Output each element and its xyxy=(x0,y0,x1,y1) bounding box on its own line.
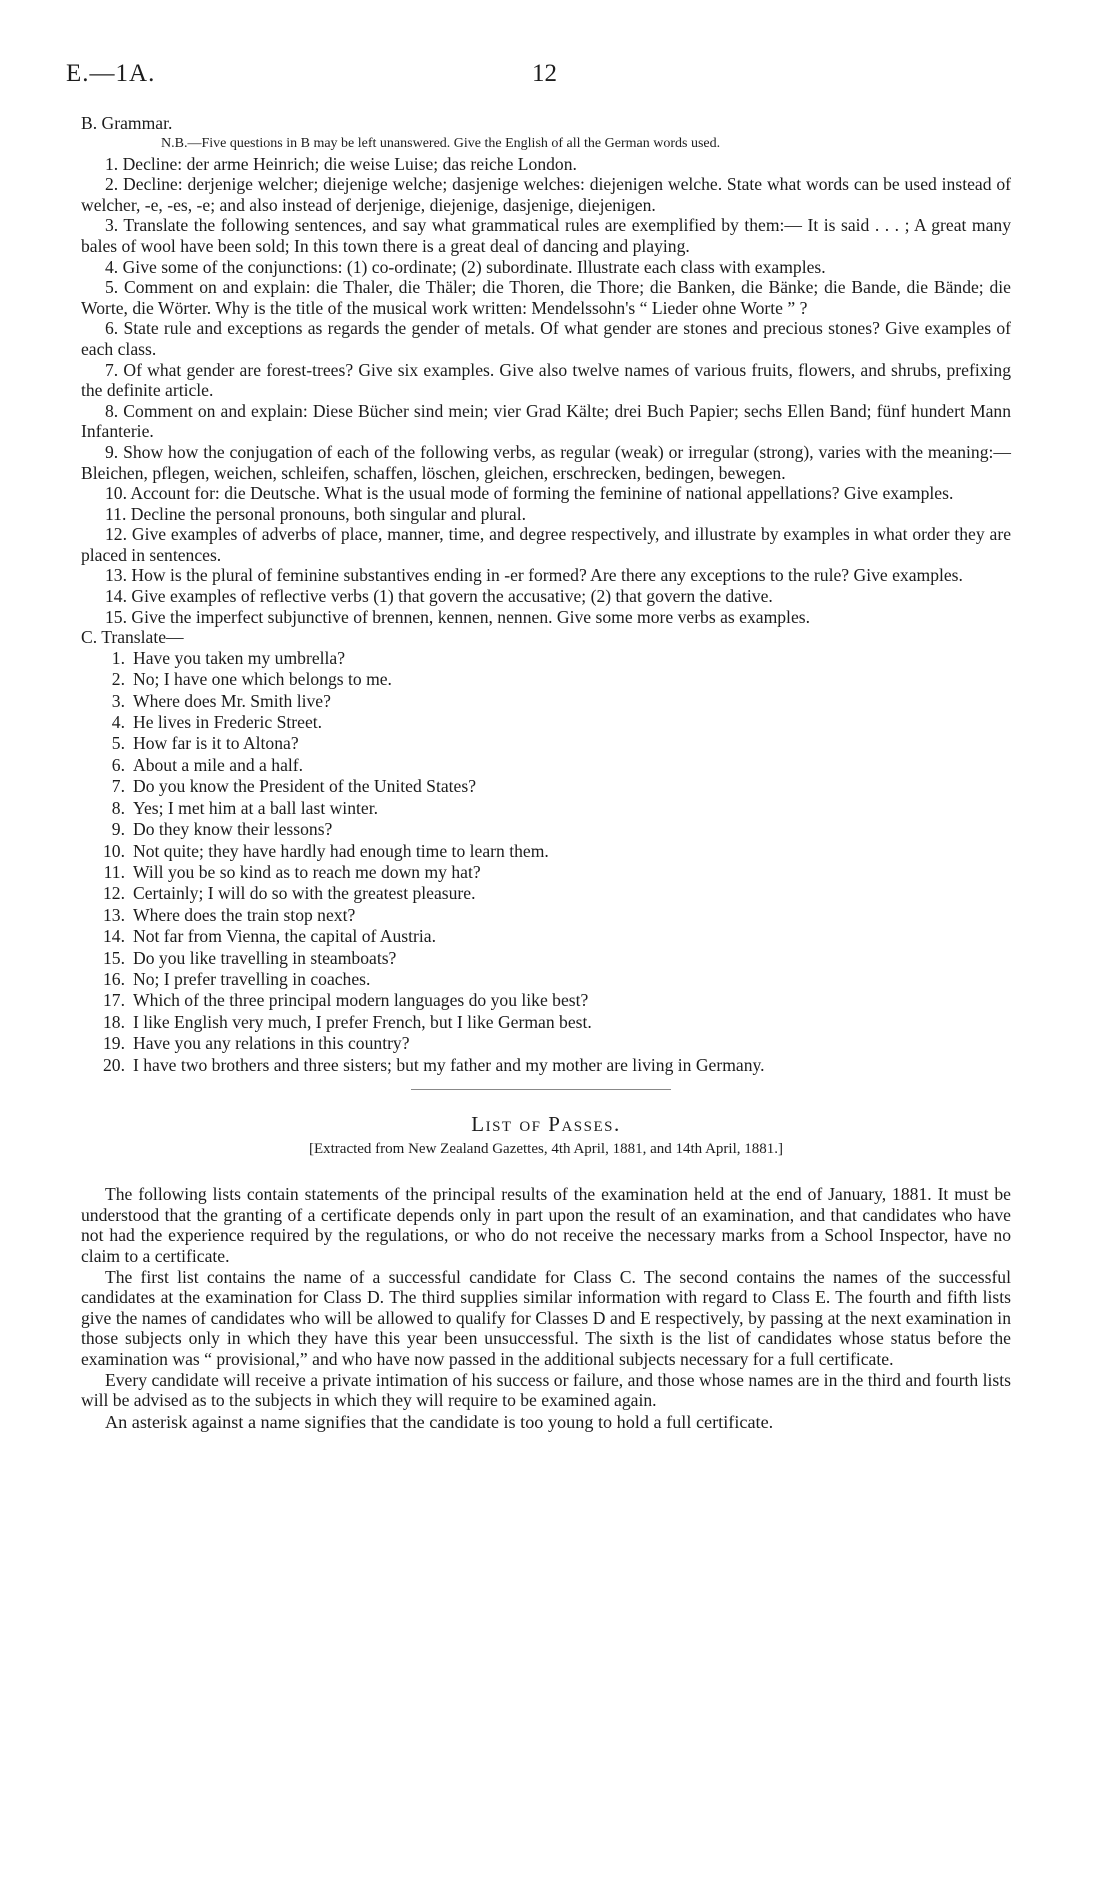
passes-paragraph: The following lists contain statements of the principal results of the examination held at the end of January, 1881. It must be understood that the granting of a certificate depends only in part upon the result of an examination, and that candidates who have not had the experience required by the regulations, or who do not receive the necessary marks from a School Inspector, have no claim to a certificate. xyxy=(81,1184,1011,1266)
item-text: Where does the train stop next? xyxy=(133,904,356,925)
grammar-question: 1. Decline: der arme Heinrich; die weise Luise; das reiche London. xyxy=(105,153,577,174)
list-item xyxy=(81,1033,1011,1054)
item-text: Do you know the President of the United States? xyxy=(133,776,477,797)
item-number: 6. xyxy=(111,754,125,775)
list-item xyxy=(81,990,1011,1011)
list-item xyxy=(81,969,1011,990)
list-item xyxy=(81,883,1011,904)
item-number: 1. xyxy=(111,647,125,668)
list-item xyxy=(81,776,1011,797)
section-divider xyxy=(411,1089,671,1090)
passes-paragraph: An asterisk against a name signifies that the candidate is too young to hold a full certificate. xyxy=(105,1411,774,1432)
item-number: 9. xyxy=(111,819,125,840)
item-text: No; I have one which belongs to me. xyxy=(133,669,392,690)
item-text: I like English very much, I prefer French, but I like German best. xyxy=(133,1011,592,1032)
grammar-question: 14. Give examples of reflective verbs (1) that govern the accusative; (2) that govern the dative. xyxy=(105,586,773,607)
grammar-question: 2. Decline: derjenige welcher; diejenige welche; dasjenige welches: diejenigen welche. State what words can be used instead of welcher, -e, -es, -e; and also instead of derjenige, diejenige, dasjenige, diejenigen. xyxy=(81,174,1011,215)
page-number: 12 xyxy=(532,60,557,87)
section-code: E.—1A. xyxy=(66,60,156,87)
item-number: 15. xyxy=(103,947,125,968)
item-number: 11. xyxy=(103,861,125,882)
grammar-question: 11. Decline the personal pronouns, both singular and plural. xyxy=(105,503,527,524)
grammar-question: 9. Show how the conjugation of each of the following verbs, as regular (weak) or irregular (strong), varies with the meaning:—Bleichen, pflegen, weichen, schleifen, schaffen, löschen, gleichen, erschrecken, bedingen, bewegen. xyxy=(81,441,1011,483)
item-number: 3. xyxy=(111,690,125,711)
item-number: 13. xyxy=(103,904,125,925)
item-number: 2. xyxy=(111,669,125,690)
item-text: Which of the three principal modern languages do you like best? xyxy=(133,990,589,1011)
item-number: 8. xyxy=(111,797,125,818)
list-item xyxy=(81,798,1011,819)
list-item xyxy=(81,1055,1011,1076)
item-number: 10. xyxy=(103,840,125,861)
item-text: Have you taken my umbrella? xyxy=(133,647,346,668)
grammar-question: 15. Give the imperfect subjunctive of brennen, kennen, nennen. Give some more verbs as examples. xyxy=(105,606,810,627)
item-text: Have you any relations in this country? xyxy=(133,1033,410,1054)
item-text: Not far from Vienna, the capital of Austria. xyxy=(133,926,436,947)
item-text: No; I prefer travelling in coaches. xyxy=(133,968,371,989)
translate-list xyxy=(81,648,1011,1076)
list-item xyxy=(81,926,1011,947)
item-text: I have two brothers and three sisters; but my father and my mother are living in Germany. xyxy=(133,1054,765,1075)
list-item xyxy=(81,755,1011,776)
item-text: Yes; I met him at a ball last winter. xyxy=(133,797,378,818)
grammar-question: 5. Comment on and explain: die Thaler, die Thäler; die Thoren, die Thore; die Banken, die Bänke; die Bande, die Bände; die Worte, die Wörter. Why is the title of the musical work written: Mendelssohn's “ Lieder ohne Worte ” ? xyxy=(81,277,1011,318)
item-text: Certainly; I will do so with the greatest pleasure. xyxy=(133,883,476,904)
grammar-heading: B. Grammar. xyxy=(81,113,173,133)
list-item xyxy=(81,948,1011,969)
list-item xyxy=(81,648,1011,669)
translate-heading: C. Translate— xyxy=(81,627,184,648)
item-number: 5. xyxy=(111,733,125,754)
item-number: 19. xyxy=(103,1033,125,1054)
list-item xyxy=(81,841,1011,862)
list-item xyxy=(81,819,1011,840)
spacer xyxy=(81,1159,1011,1184)
passes-title: List of Passes. xyxy=(471,1111,621,1136)
item-text: How far is it to Altona? xyxy=(133,733,299,754)
item-text: About a mile and a half. xyxy=(133,754,304,775)
grammar-question: 3. Translate the following sentences, and say what grammatical rules are exemplified by them:— It is said . . . ; A great many bales of wool have been sold; In this town there is a great deal of dancing and playing. xyxy=(81,215,1011,256)
grammar-question: 12. Give examples of adverbs of place, manner, time, and degree respectively, and illustrate by examples in what order they are placed in sentences. xyxy=(81,524,1011,565)
grammar-note: N.B.—Five questions in B may be left unanswered. Give the English of all the German words used. xyxy=(161,135,721,151)
grammar-question: 8. Comment on and explain: Diese Bücher sind mein; vier Grad Kälte; drei Buch Papier; sechs Ellen Band; fünf hundert Mann Infanterie. xyxy=(81,400,1011,442)
passes-source-note: [Extracted from New Zealand Gazettes, 4th April, 1881, and 14th April, 1881.] xyxy=(308,1140,784,1157)
page-content xyxy=(81,113,1011,1432)
list-item xyxy=(81,691,1011,712)
grammar-question: 13. How is the plural of feminine substantives ending in -er formed? Are there any exceptions to the rule? Give examples. xyxy=(105,565,963,586)
item-number: 12. xyxy=(103,883,125,904)
list-item xyxy=(81,1012,1011,1033)
grammar-question: 7. Of what gender are forest-trees? Give six examples. Give also twelve names of various fruits, flowers, and shrubs, prefixing the definite article. xyxy=(81,359,1011,401)
item-text: Where does Mr. Smith live? xyxy=(133,690,331,711)
list-item xyxy=(81,712,1011,733)
list-item xyxy=(81,733,1011,754)
grammar-question: 4. Give some of the conjunctions: (1) co-ordinate; (2) subordinate. Illustrate each class with examples. xyxy=(105,256,826,277)
item-number: 14. xyxy=(103,926,125,947)
item-text: Will you be so kind as to reach me down my hat? xyxy=(133,861,481,882)
list-item xyxy=(81,862,1011,883)
item-text: Do they know their lessons? xyxy=(133,819,333,840)
item-number: 4. xyxy=(111,712,125,733)
list-item xyxy=(81,669,1011,690)
item-text: Not quite; they have hardly had enough time to learn them. xyxy=(133,840,549,861)
passes-paragraph: Every candidate will receive a private intimation of his success or failure, and those whose names are in the third and fourth lists will be advised as to the subjects in which they will require to be examined again. xyxy=(81,1369,1011,1411)
item-number: 17. xyxy=(103,990,125,1011)
grammar-question: 10. Account for: die Deutsche. What is the usual mode of forming the feminine of national appellations? Give examples. xyxy=(105,483,954,504)
item-text: He lives in Frederic Street. xyxy=(133,712,323,733)
item-text: Do you like travelling in steamboats? xyxy=(133,947,397,968)
item-number: 7. xyxy=(111,776,125,797)
item-number: 16. xyxy=(103,968,125,989)
grammar-question: 6. State rule and exceptions as regards the gender of metals. Of what gender are stones and precious stones? Give examples of each class. xyxy=(81,318,1011,359)
item-number: 18. xyxy=(103,1011,125,1032)
passes-paragraph: The first list contains the name of a successful candidate for Class C. The second contains the names of the successful candidates at the examination for Class D. The third supplies similar information with regard to Class E. The fourth and fifth lists give the names of candidates who will be allowed to qualify for Classes D and E respectively, by passing at the next examination in those subjects only in which they have this year been unsuccessful. The sixth is the list of candidates whose status before the examination was “ provisional,” and who have now passed in the additional subjects necessary for a full certificate. xyxy=(81,1266,1011,1369)
item-number: 20. xyxy=(103,1054,125,1075)
list-item xyxy=(81,905,1011,926)
